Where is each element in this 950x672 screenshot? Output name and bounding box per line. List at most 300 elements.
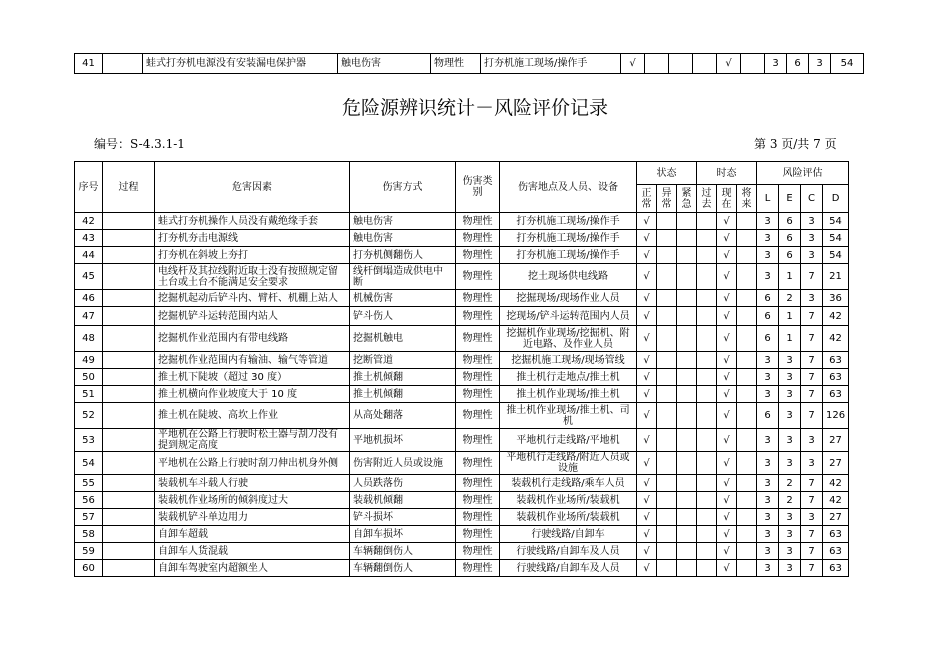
cell-E: 2: [779, 290, 801, 307]
cell-D: 54: [823, 230, 849, 247]
cell-process: [103, 475, 155, 492]
table-row: [75, 452, 849, 475]
cell-future: [737, 213, 757, 230]
cell-location: 装载机作业场所/装载机: [500, 509, 637, 526]
cell-hazard: 蛙式打夯机操作人员没有戴绝缘手套: [155, 213, 350, 230]
cell-category: 物理性: [456, 543, 500, 560]
page-title: 危险源辨识统计－风险评价记录: [341, 97, 608, 119]
cell-process: [103, 264, 155, 290]
cell-present: √: [717, 492, 737, 509]
cell-C: 3: [801, 509, 823, 526]
cell-injury: 自卸车损坏: [350, 526, 456, 543]
cell-emergency: [677, 475, 697, 492]
cell-future: [737, 290, 757, 307]
cell-C: 7: [801, 386, 823, 403]
cell-future: [737, 386, 757, 403]
cell-normal: √: [637, 492, 657, 509]
cell-location: 挖掘机作业现场/挖掘机、附近电路、及作业人员: [500, 326, 637, 352]
cell-process: [103, 560, 155, 577]
cell-emergency: [677, 452, 697, 475]
row-present: √: [717, 54, 741, 74]
cell-present: √: [717, 526, 737, 543]
cell-location: 挖掘机施工现场/现场管线: [500, 352, 637, 369]
header-no: 序号: [75, 162, 103, 213]
cell-future: [737, 369, 757, 386]
cell-past: [697, 509, 717, 526]
cell-process: [103, 290, 155, 307]
cell-normal: √: [637, 290, 657, 307]
cell-future: [737, 264, 757, 290]
cell-no: 42: [75, 213, 103, 230]
table-row: [75, 509, 849, 526]
row-E: 6: [787, 54, 809, 74]
cell-emergency: [677, 429, 697, 452]
cell-present: √: [717, 452, 737, 475]
cell-normal: √: [637, 352, 657, 369]
header-future: 将来: [737, 185, 757, 213]
cell-E: 6: [779, 230, 801, 247]
cell-no: 57: [75, 509, 103, 526]
cell-future: [737, 352, 757, 369]
cell-E: 3: [779, 369, 801, 386]
cell-category: 物理性: [456, 526, 500, 543]
cell-C: 3: [801, 452, 823, 475]
table-row: [75, 247, 849, 264]
cell-abnormal: [657, 475, 677, 492]
cell-abnormal: [657, 509, 677, 526]
cell-L: 3: [757, 509, 779, 526]
cell-past: [697, 475, 717, 492]
cell-no: 46: [75, 290, 103, 307]
cell-no: 56: [75, 492, 103, 509]
cell-D: 63: [823, 386, 849, 403]
cell-present: √: [717, 369, 737, 386]
row-D: 54: [831, 54, 864, 74]
cell-process: [103, 230, 155, 247]
cell-location: 行驶线路/自卸车: [500, 526, 637, 543]
row-future: [741, 54, 765, 74]
cell-hazard: 挖掘机作业范围内有输油、输气等管道: [155, 352, 350, 369]
cell-future: [737, 509, 757, 526]
cell-normal: √: [637, 247, 657, 264]
cell-category: 物理性: [456, 247, 500, 264]
cell-L: 3: [757, 475, 779, 492]
cell-C: 7: [801, 326, 823, 352]
cell-present: √: [717, 429, 737, 452]
cell-emergency: [677, 369, 697, 386]
table-row: [75, 213, 849, 230]
cell-past: [697, 369, 717, 386]
cell-process: [103, 492, 155, 509]
cell-L: 3: [757, 213, 779, 230]
cell-location: 挖现场/铲斗运转范围内人员: [500, 307, 637, 326]
header-present: 现在: [717, 185, 737, 213]
cell-L: 3: [757, 247, 779, 264]
cell-present: √: [717, 543, 737, 560]
cell-L: 6: [757, 290, 779, 307]
row-C: 3: [809, 54, 831, 74]
cell-D: 27: [823, 429, 849, 452]
cell-D: 54: [823, 247, 849, 264]
cell-abnormal: [657, 560, 677, 577]
cell-process: [103, 352, 155, 369]
cell-location: 装载机作业场所/装载机: [500, 492, 637, 509]
cell-C: 7: [801, 264, 823, 290]
cell-D: 63: [823, 352, 849, 369]
cell-abnormal: [657, 386, 677, 403]
previous-page-table: [74, 53, 864, 74]
cell-L: 3: [757, 526, 779, 543]
header-past: 过去: [697, 185, 717, 213]
cell-past: [697, 403, 717, 429]
cell-location: 打夯机施工现场/操作手: [500, 230, 637, 247]
cell-injury: 触电伤害: [350, 213, 456, 230]
cell-C: 7: [801, 307, 823, 326]
cell-past: [697, 386, 717, 403]
cell-E: 3: [779, 386, 801, 403]
cell-location: 推土机行走地点/推土机: [500, 369, 637, 386]
row-category: 物理性: [431, 54, 481, 74]
cell-normal: √: [637, 429, 657, 452]
cell-hazard: 装载机车斗载人行驶: [155, 475, 350, 492]
cell-L: 3: [757, 452, 779, 475]
cell-category: 物理性: [456, 352, 500, 369]
cell-emergency: [677, 264, 697, 290]
cell-category: 物理性: [456, 560, 500, 577]
row-hazard: 蛙式打夯机电源没有安装漏电保护器: [143, 54, 338, 74]
cell-E: 2: [779, 492, 801, 509]
cell-emergency: [677, 543, 697, 560]
cell-C: 3: [801, 230, 823, 247]
cell-injury: 挖掘机触电: [350, 326, 456, 352]
row-past: [693, 54, 717, 74]
document-code: 编号：S-4.3.1-1: [94, 137, 185, 151]
cell-category: 物理性: [456, 509, 500, 526]
cell-future: [737, 475, 757, 492]
cell-present: √: [717, 290, 737, 307]
row-no: 41: [75, 54, 103, 74]
cell-hazard: 推土机下陡坡（超过 30 度）: [155, 369, 350, 386]
cell-emergency: [677, 492, 697, 509]
cell-emergency: [677, 230, 697, 247]
cell-location: 装载机行走线路/乘车人员: [500, 475, 637, 492]
header-emergency: 紧急: [677, 185, 697, 213]
cell-process: [103, 543, 155, 560]
cell-C: 3: [801, 213, 823, 230]
cell-E: 1: [779, 307, 801, 326]
cell-abnormal: [657, 326, 677, 352]
cell-hazard: 自卸车超载: [155, 526, 350, 543]
cell-D: 27: [823, 509, 849, 526]
cell-abnormal: [657, 290, 677, 307]
cell-E: 6: [779, 213, 801, 230]
cell-no: 48: [75, 326, 103, 352]
cell-process: [103, 213, 155, 230]
cell-hazard: 挖掘机起动后铲斗内、臂杆、机棚上站人: [155, 290, 350, 307]
cell-abnormal: [657, 264, 677, 290]
cell-present: √: [717, 213, 737, 230]
cell-normal: √: [637, 560, 657, 577]
cell-no: 43: [75, 230, 103, 247]
header-category: 伤害类别: [456, 162, 500, 213]
table-row: [75, 230, 849, 247]
cell-category: 物理性: [456, 452, 500, 475]
header-C: C: [801, 185, 823, 213]
cell-hazard: 平地机在公路上行驶时刮刀伸出机身外侧: [155, 452, 350, 475]
cell-present: √: [717, 230, 737, 247]
cell-abnormal: [657, 247, 677, 264]
table-row: [75, 492, 849, 509]
cell-injury: 打夯机侧翻伤人: [350, 247, 456, 264]
cell-hazard: 打夯机夯击电源线: [155, 230, 350, 247]
cell-emergency: [677, 290, 697, 307]
cell-future: [737, 452, 757, 475]
cell-normal: √: [637, 230, 657, 247]
cell-normal: √: [637, 264, 657, 290]
cell-injury: 平地机损坏: [350, 429, 456, 452]
table-row: [75, 403, 849, 429]
cell-emergency: [677, 403, 697, 429]
cell-location: 行驶线路/自卸车及人员: [500, 543, 637, 560]
cell-emergency: [677, 526, 697, 543]
cell-future: [737, 230, 757, 247]
header-process: 过程: [103, 162, 155, 213]
cell-D: 63: [823, 369, 849, 386]
cell-past: [697, 526, 717, 543]
cell-E: 3: [779, 543, 801, 560]
risk-assessment-table: [74, 161, 849, 577]
cell-process: [103, 526, 155, 543]
cell-past: [697, 290, 717, 307]
cell-L: 3: [757, 429, 779, 452]
row-process: [103, 54, 143, 74]
cell-L: 3: [757, 264, 779, 290]
cell-C: 3: [801, 290, 823, 307]
cell-abnormal: [657, 230, 677, 247]
cell-process: [103, 369, 155, 386]
cell-injury: 推土机倾翻: [350, 369, 456, 386]
cell-C: 7: [801, 369, 823, 386]
header-row-1: [75, 162, 849, 185]
cell-normal: √: [637, 403, 657, 429]
cell-emergency: [677, 560, 697, 577]
row-emergency: [669, 54, 693, 74]
cell-E: 1: [779, 264, 801, 290]
cell-L: 3: [757, 386, 779, 403]
cell-past: [697, 264, 717, 290]
cell-hazard: 装载机作业场所的倾斜度过大: [155, 492, 350, 509]
table-row: [75, 307, 849, 326]
cell-D: 36: [823, 290, 849, 307]
cell-normal: √: [637, 543, 657, 560]
cell-no: 53: [75, 429, 103, 452]
cell-L: 6: [757, 307, 779, 326]
header-L: L: [757, 185, 779, 213]
cell-L: 3: [757, 352, 779, 369]
page-info: 第 3 页/共 7 页: [754, 137, 837, 151]
cell-location: 推土机作业现场/推土机: [500, 386, 637, 403]
cell-category: 物理性: [456, 429, 500, 452]
cell-process: [103, 307, 155, 326]
cell-normal: √: [637, 526, 657, 543]
header-D: D: [823, 185, 849, 213]
cell-emergency: [677, 386, 697, 403]
cell-past: [697, 352, 717, 369]
cell-location: 平地机行走线路/附近人员或设施: [500, 452, 637, 475]
cell-process: [103, 247, 155, 264]
cell-present: √: [717, 403, 737, 429]
cell-C: 7: [801, 560, 823, 577]
cell-abnormal: [657, 526, 677, 543]
cell-abnormal: [657, 213, 677, 230]
cell-category: 物理性: [456, 475, 500, 492]
cell-past: [697, 429, 717, 452]
cell-E: 6: [779, 247, 801, 264]
cell-no: 58: [75, 526, 103, 543]
cell-no: 47: [75, 307, 103, 326]
cell-present: √: [717, 307, 737, 326]
cell-no: 50: [75, 369, 103, 386]
cell-injury: 车辆翻倒伤人: [350, 543, 456, 560]
cell-abnormal: [657, 403, 677, 429]
cell-D: 63: [823, 526, 849, 543]
cell-normal: √: [637, 369, 657, 386]
cell-D: 27: [823, 452, 849, 475]
cell-E: 3: [779, 452, 801, 475]
cell-C: 7: [801, 475, 823, 492]
cell-abnormal: [657, 352, 677, 369]
cell-future: [737, 543, 757, 560]
cell-category: 物理性: [456, 290, 500, 307]
cell-emergency: [677, 509, 697, 526]
cell-category: 物理性: [456, 326, 500, 352]
cell-future: [737, 429, 757, 452]
header-E: E: [779, 185, 801, 213]
cell-future: [737, 326, 757, 352]
cell-location: 推土机作业现场/推土机、司机: [500, 403, 637, 429]
cell-past: [697, 247, 717, 264]
cell-D: 63: [823, 543, 849, 560]
cell-injury: 线杆倒塌造成供电中断: [350, 264, 456, 290]
cell-E: 3: [779, 509, 801, 526]
cell-no: 59: [75, 543, 103, 560]
cell-injury: 触电伤害: [350, 230, 456, 247]
cell-category: 物理性: [456, 369, 500, 386]
row-injury: 触电伤害: [338, 54, 431, 74]
cell-present: √: [717, 352, 737, 369]
cell-no: 51: [75, 386, 103, 403]
cell-E: 3: [779, 560, 801, 577]
cell-process: [103, 509, 155, 526]
cell-E: 1: [779, 326, 801, 352]
cell-E: 3: [779, 403, 801, 429]
cell-no: 60: [75, 560, 103, 577]
cell-E: 3: [779, 429, 801, 452]
table-row: [75, 264, 849, 290]
cell-past: [697, 560, 717, 577]
cell-L: 6: [757, 403, 779, 429]
cell-future: [737, 526, 757, 543]
table-row: [75, 429, 849, 452]
cell-past: [697, 452, 717, 475]
cell-no: 55: [75, 475, 103, 492]
cell-C: 3: [801, 429, 823, 452]
cell-location: 挖土现场供电线路: [500, 264, 637, 290]
table-row: [75, 369, 849, 386]
table-row: [75, 386, 849, 403]
cell-hazard: 自卸车驾驶室内超额坐人: [155, 560, 350, 577]
cell-D: 42: [823, 326, 849, 352]
row-abnormal: [645, 54, 669, 74]
cell-future: [737, 247, 757, 264]
table-row: [75, 560, 849, 577]
cell-location: 挖掘现场/现场作业人员: [500, 290, 637, 307]
cell-hazard: 装载机铲斗单边用力: [155, 509, 350, 526]
header-state: 状态: [637, 162, 697, 185]
cell-emergency: [677, 247, 697, 264]
cell-C: 7: [801, 543, 823, 560]
row-location: 打夯机施工现场/操作手: [481, 54, 621, 74]
cell-C: 7: [801, 352, 823, 369]
table-row: [75, 543, 849, 560]
cell-abnormal: [657, 452, 677, 475]
cell-injury: 装载机倾翻: [350, 492, 456, 509]
header-tense: 时态: [697, 162, 757, 185]
cell-hazard: 平地机在公路上行驶时松土器与刮刀没有提到规定高度: [155, 429, 350, 452]
cell-normal: √: [637, 326, 657, 352]
cell-D: 42: [823, 307, 849, 326]
table-row: [75, 526, 849, 543]
cell-C: 7: [801, 403, 823, 429]
cell-category: 物理性: [456, 307, 500, 326]
cell-no: 52: [75, 403, 103, 429]
cell-future: [737, 307, 757, 326]
cell-past: [697, 492, 717, 509]
cell-hazard: 推土机横向作业坡度大于 10 度: [155, 386, 350, 403]
cell-normal: √: [637, 213, 657, 230]
cell-location: 打夯机施工现场/操作手: [500, 213, 637, 230]
header-hazard: 危害因素: [155, 162, 350, 213]
cell-present: √: [717, 386, 737, 403]
cell-hazard: 打夯机在斜坡上夯打: [155, 247, 350, 264]
cell-future: [737, 403, 757, 429]
cell-process: [103, 452, 155, 475]
cell-normal: √: [637, 475, 657, 492]
cell-emergency: [677, 326, 697, 352]
cell-future: [737, 560, 757, 577]
cell-location: 打夯机施工现场/操作手: [500, 247, 637, 264]
cell-L: 3: [757, 543, 779, 560]
cell-normal: √: [637, 307, 657, 326]
table-row: [75, 352, 849, 369]
cell-present: √: [717, 247, 737, 264]
cell-L: 3: [757, 492, 779, 509]
row-normal: √: [621, 54, 645, 74]
cell-no: 44: [75, 247, 103, 264]
cell-hazard: 推土机在陡坡、高坎上作业: [155, 403, 350, 429]
cell-location: 平地机行走线路/平地机: [500, 429, 637, 452]
cell-present: √: [717, 560, 737, 577]
cell-abnormal: [657, 369, 677, 386]
cell-no: 49: [75, 352, 103, 369]
cell-normal: √: [637, 452, 657, 475]
cell-normal: √: [637, 509, 657, 526]
cell-injury: 铲斗伤人: [350, 307, 456, 326]
cell-E: 3: [779, 352, 801, 369]
table-body: [75, 213, 849, 577]
cell-D: 54: [823, 213, 849, 230]
cell-location: 行驶线路/自卸车及人员: [500, 560, 637, 577]
